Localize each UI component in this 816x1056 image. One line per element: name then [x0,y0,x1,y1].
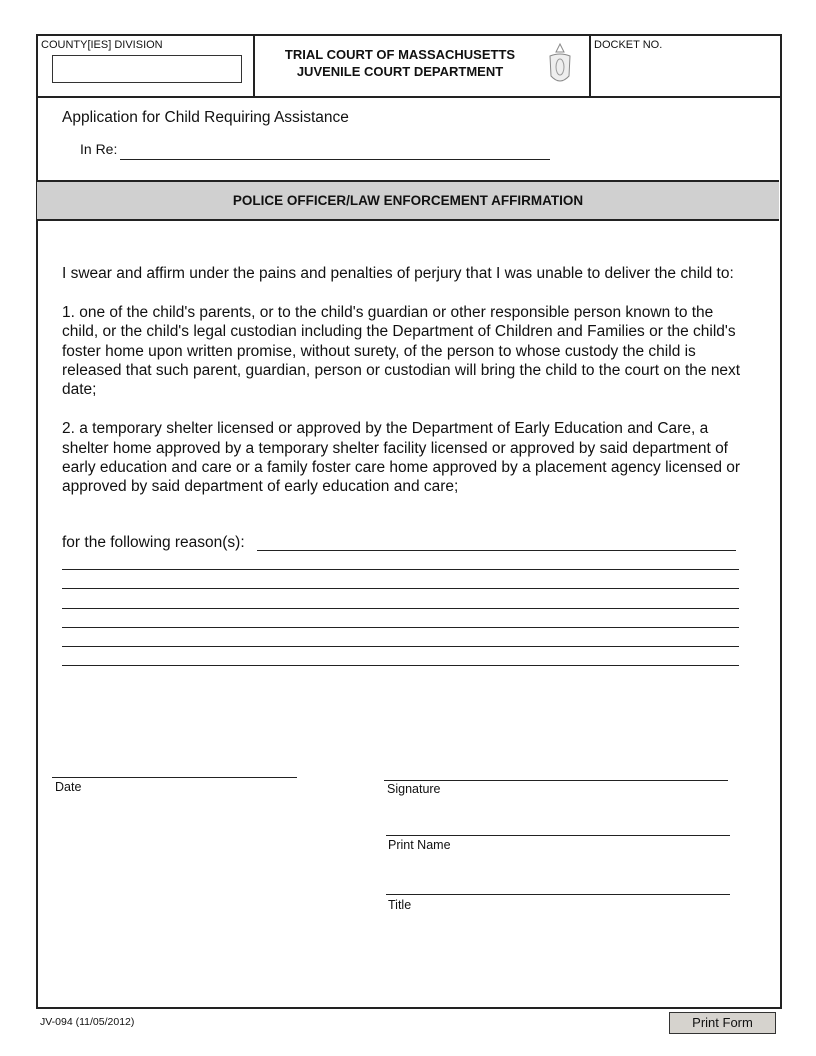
reason-line [62,646,739,647]
section-title: POLICE OFFICER/LAW ENFORCEMENT AFFIRMATION [37,180,779,221]
court-title [255,46,545,80]
divider [36,96,780,98]
paragraph-intro: I swear and affirm under the pains and penalties of perjury that I was unable to deliver the child to: [62,265,734,282]
divider [589,34,591,97]
docket-input[interactable] [594,55,774,93]
docket-label: DOCKET NO. [594,39,663,51]
paragraph-1: 1. one of the child's parents, or to the child's guardian or other responsible person known to the child, or the child's legal custodian including the Department of Children and Families or the child's foster home upon written promise, without surety, of the person to whose custody the child is released that such parent, guardian, person or custodian will bring the child to the court on the next date; [62,303,741,399]
county-input[interactable] [52,55,242,83]
reason-line [62,665,739,666]
reasons-first-line[interactable] [257,535,736,551]
reason-line [62,608,739,609]
paragraph-2: 2. a temporary shelter licensed or approved by the Department of Early Education and Care, a shelter home approved by a temporary shelter facility licensed or approved by said department of early education and care or a family foster care home approved by a placement agency licensed or approved by said department of early education and care; [62,420,741,496]
court-line-2: JUVENILE COURT DEPARTMENT [296,64,504,79]
in-re-input[interactable] [120,141,550,160]
date-line[interactable] [52,777,297,778]
state-seal-icon [545,42,575,93]
court-line-1: TRIAL COURT OF MASSACHUSETTS [284,47,516,62]
title-label: Title [388,898,412,912]
signature-label: Signature [387,782,441,796]
title-line[interactable] [386,894,730,895]
signature-line[interactable] [384,780,728,781]
in-re-label: In Re: [80,141,118,157]
affirmation-text [62,264,752,516]
date-label: Date [55,780,82,794]
county-label: COUNTY[IES] DIVISION [41,39,163,51]
form-title: Application for Child Requiring Assistance [62,109,349,126]
print-name-line[interactable] [386,835,730,836]
reasons-label: for the following reason(s): [62,534,245,551]
reason-line [62,627,739,628]
print-name-label: Print Name [388,838,451,852]
reason-line [62,569,739,570]
print-form-button[interactable]: Print Form [669,1012,776,1034]
reason-line [62,588,739,589]
form-id: JV-094 (11/05/2012) [40,1016,135,1028]
